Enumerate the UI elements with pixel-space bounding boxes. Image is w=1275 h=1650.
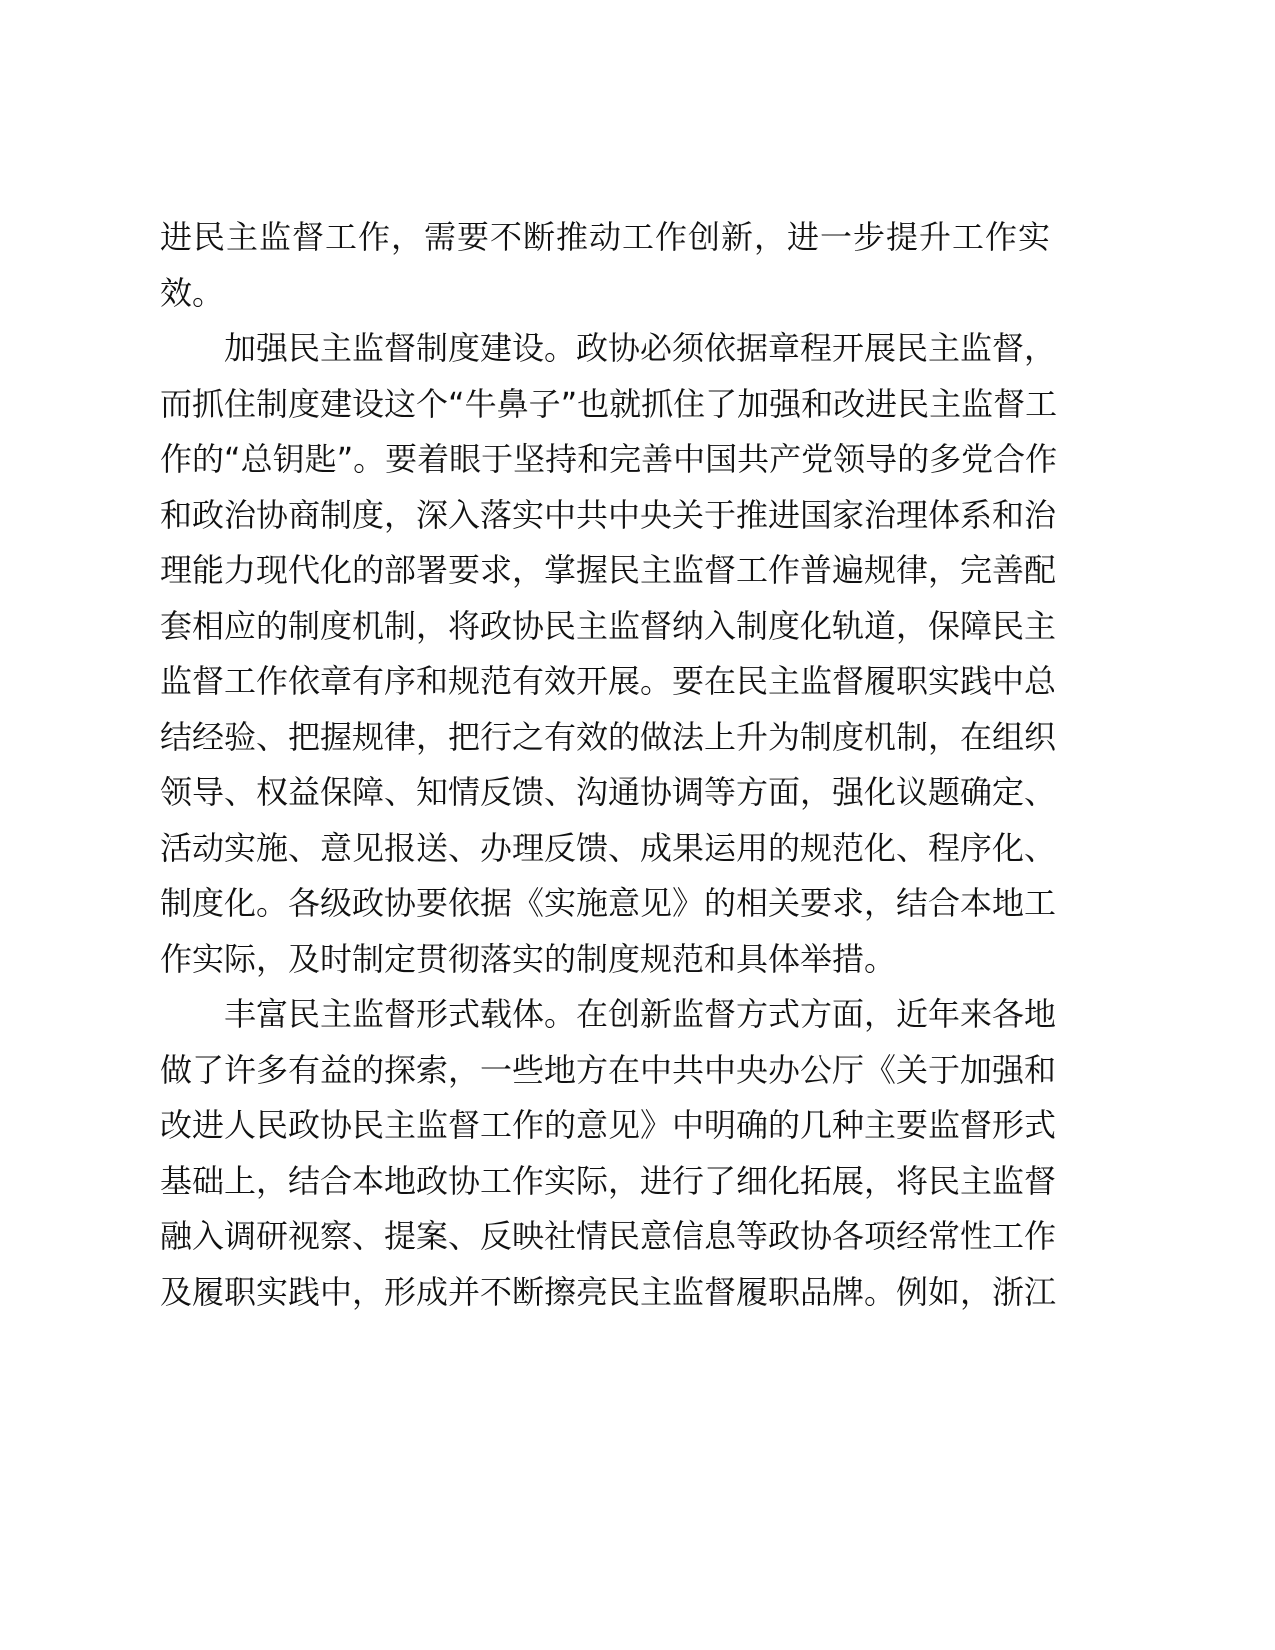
paragraph-continuation [160,210,1050,321]
text-line: 监督工作依章有序和规范有效开展。要在民主监督履职实践中总 [160,662,1057,700]
document-page [160,210,1058,1320]
text-line: 进民主监督工作，需要不断推动工作创新，进一步提升工作实 [160,218,1050,256]
text-line: 基础上，结合本地政协工作实际，进行了细化拓展，将民主监督 [160,1161,1057,1200]
text-line: 而抓住制度建设这个“牛鼻子”也就抓住了加强和改进民主监督工 [160,384,1058,423]
text-line: 改进人民政协民主监督工作的意见》中明确的几种主要监督形式 [160,1106,1057,1144]
paragraph-forms-and-carriers [160,987,1057,1320]
text-line: 做了许多有益的探索，一些地方在中共中央办公厅《关于加强和 [160,1050,1057,1089]
text-line: 作的“总钥匙”。要着眼于坚持和完善中国共产党领导的多党合作 [160,440,1058,478]
paragraph-system-building [160,321,1058,987]
text-line: 作实际，及时制定贯彻落实的制度规范和具体举措。 [160,939,897,978]
text-line: 效。 [160,273,225,312]
text-line: 和政治协商制度，深入落实中共中央关于推进国家治理体系和治 [160,495,1057,534]
text-line: 活动实施、意见报送、办理反馈、成果运用的规范化、程序化、 [160,828,1057,867]
text-line: 结经验、把握规律，把行之有效的做法上升为制度机制，在组织 [160,717,1057,756]
text-line: 制度化。各级政协要依据《实施意见》的相关要求，结合本地工 [160,884,1057,922]
text-line: 加强民主监督制度建设。政协必须依据章程开展民主监督， [224,329,1057,367]
text-line: 丰富民主监督形式载体。在创新监督方式方面，近年来各地 [224,995,1057,1033]
text-line: 套相应的制度机制，将政协民主监督纳入制度化轨道，保障民主 [160,606,1057,645]
text-line: 领导、权益保障、知情反馈、沟通协调等方面，强化议题确定、 [160,773,1057,811]
text-line: 及履职实践中，形成并不断擦亮民主监督履职品牌。例如，浙江 [160,1272,1057,1311]
text-line: 融入调研视察、提案、反映社情民意信息等政协各项经常性工作 [160,1217,1057,1255]
text-line: 理能力现代化的部署要求，掌握民主监督工作普遍规律，完善配 [160,551,1057,589]
